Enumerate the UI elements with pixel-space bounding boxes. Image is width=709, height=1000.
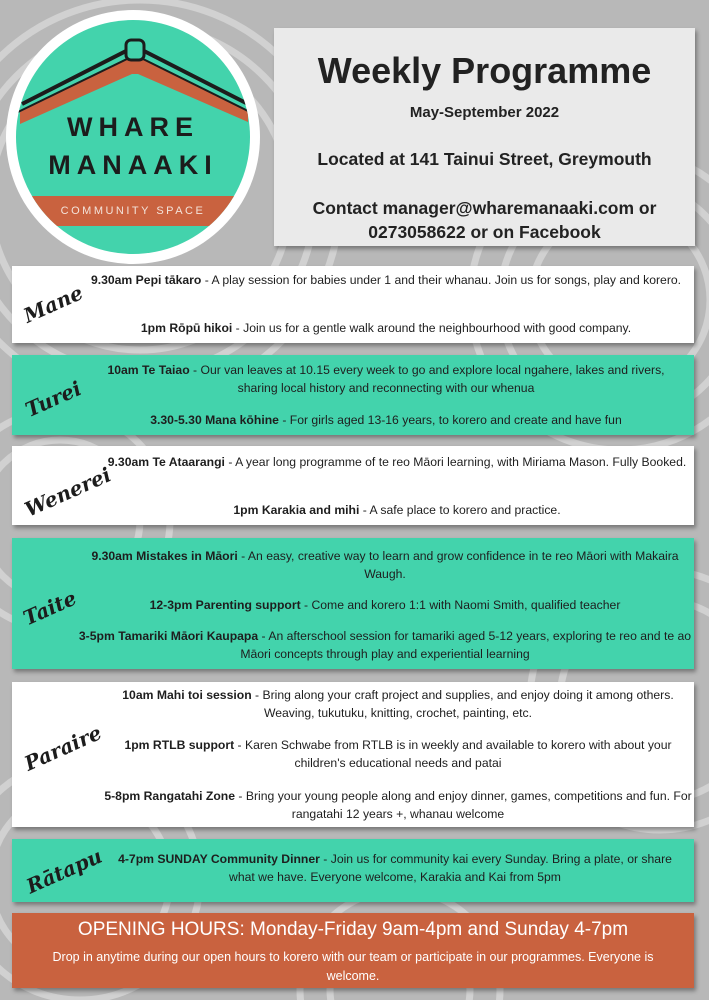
contact-text: Contact manager@wharemanaaki.com or 0273058622 or on Facebook: [312, 198, 657, 242]
day-name: Turei: [21, 376, 85, 422]
opening-hours-desc: Drop in anytime during our open hours to korero with our team or participate in our programmes. Everyone is welcome.: [52, 950, 654, 983]
event-item: [112, 851, 678, 886]
event-item: [104, 788, 692, 823]
event-item: [104, 737, 692, 772]
event-item: [86, 362, 686, 397]
day-name: Mane: [19, 280, 87, 328]
logo-text-manaaki: MANAAKI: [48, 150, 218, 180]
event-desc: - An afterschool session for tamariki aged 5-12 years, exploring te reo and te ao Māori concepts through play and experiential learning: [240, 629, 692, 661]
event-title: 9.30am Pepi tākaro: [90, 273, 202, 287]
event-desc: - Our van leaves at 10.15 every week to go and explore local ngahere, lakes and rivers, sharing local history and reconnecting with our whenua: [189, 363, 665, 395]
event-title: 5-8pm Rangatahi Zone: [104, 789, 236, 803]
opening-hours-title: OPENING HOURS: Monday-Friday 9am-4pm and Sunday 4-7pm: [77, 919, 629, 940]
event-title: 1pm Karakia and mihi: [233, 503, 360, 517]
event-title: 9.30am Te Ataarangi: [107, 455, 225, 469]
day-mane: [12, 266, 694, 343]
event-desc: - Karen Schwabe from RTLB is in weekly and available to korero with about your children's educational needs and patai: [234, 738, 672, 770]
event-desc: - A play session for babies under 1 and their whanau. Join us for songs, play and korero.: [201, 273, 682, 287]
event-title: 1pm Rōpū hikoi: [140, 321, 233, 335]
date-range: May-September 2022: [409, 104, 560, 121]
event-title: 9.30am Mistakes in Māori: [91, 549, 238, 563]
day-name: Wenerei: [21, 462, 115, 522]
event-item: [104, 687, 692, 722]
logo: [6, 10, 260, 264]
header-panel: [274, 28, 695, 246]
event-item: [86, 272, 686, 290]
event-item: [86, 412, 686, 430]
day-paraire: [12, 682, 694, 827]
page-title: Weekly Programme: [317, 50, 652, 91]
event-desc: - An easy, creative way to learn and grow confidence in te reo Māori with Makaira Waugh.: [237, 549, 679, 581]
day-wenerei: [12, 446, 694, 525]
event-title: 10am Mahi toi session: [122, 688, 252, 702]
event-desc: - A year long programme of te reo Māori learning, with Miriama Mason. Fully Booked.: [224, 455, 687, 469]
day-ratapu: [12, 839, 694, 902]
opening-hours-panel: [12, 913, 694, 988]
event-item: [86, 320, 686, 338]
event-item: [102, 502, 692, 520]
event-title: 10am Te Taiao: [107, 363, 190, 377]
event-title: 4-7pm SUNDAY Community Dinner: [118, 852, 320, 866]
event-desc: - Come and korero 1:1 with Naomi Smith, qualified teacher: [300, 598, 621, 612]
event-title: 12-3pm Parenting support: [149, 598, 301, 612]
event-desc: - A safe place to korero and practice.: [359, 503, 561, 517]
logo-text-whare: WHARE: [67, 112, 199, 142]
event-item: [78, 628, 692, 663]
event-title: 1pm RTLB support: [124, 738, 235, 752]
event-item: [78, 548, 692, 583]
logo-circle: [16, 20, 250, 254]
location-text: Located at 141 Tainui Street, Greymouth: [317, 149, 652, 169]
day-name: Rātapu: [22, 843, 106, 899]
event-desc: - Join us for a gentle walk around the neighbourhood with good company.: [232, 321, 632, 335]
event-title: 3.30-5.30 Mana kōhine: [150, 413, 279, 427]
day-turei: [12, 355, 694, 435]
event-desc: - Bring along your craft project and supplies, and enjoy doing it among others. Weaving, tukutuku, knitting, crochet, painting, etc.: [251, 688, 674, 720]
event-title: 3-5pm Tamariki Māori Kaupapa: [78, 629, 259, 643]
day-taite: [12, 538, 694, 669]
event-desc: - For girls aged 13-16 years, to korero and create and have fun: [278, 413, 622, 427]
logo-community-band: COMMUNITY SPACE: [16, 196, 250, 226]
day-name: Taite: [19, 585, 80, 631]
event-desc: - Bring your young people along and enjoy dinner, games, competitions and fun. For rangatahi 12 years +, whanau welcome: [235, 789, 692, 821]
event-item: [78, 597, 692, 615]
event-desc: - Join us for community kai every Sunday. Bring a plate, or share what we have. Everyone welcome, Karakia and Kai from 5pm: [229, 852, 672, 884]
event-item: [102, 454, 692, 472]
day-name: Paraire: [20, 720, 106, 776]
